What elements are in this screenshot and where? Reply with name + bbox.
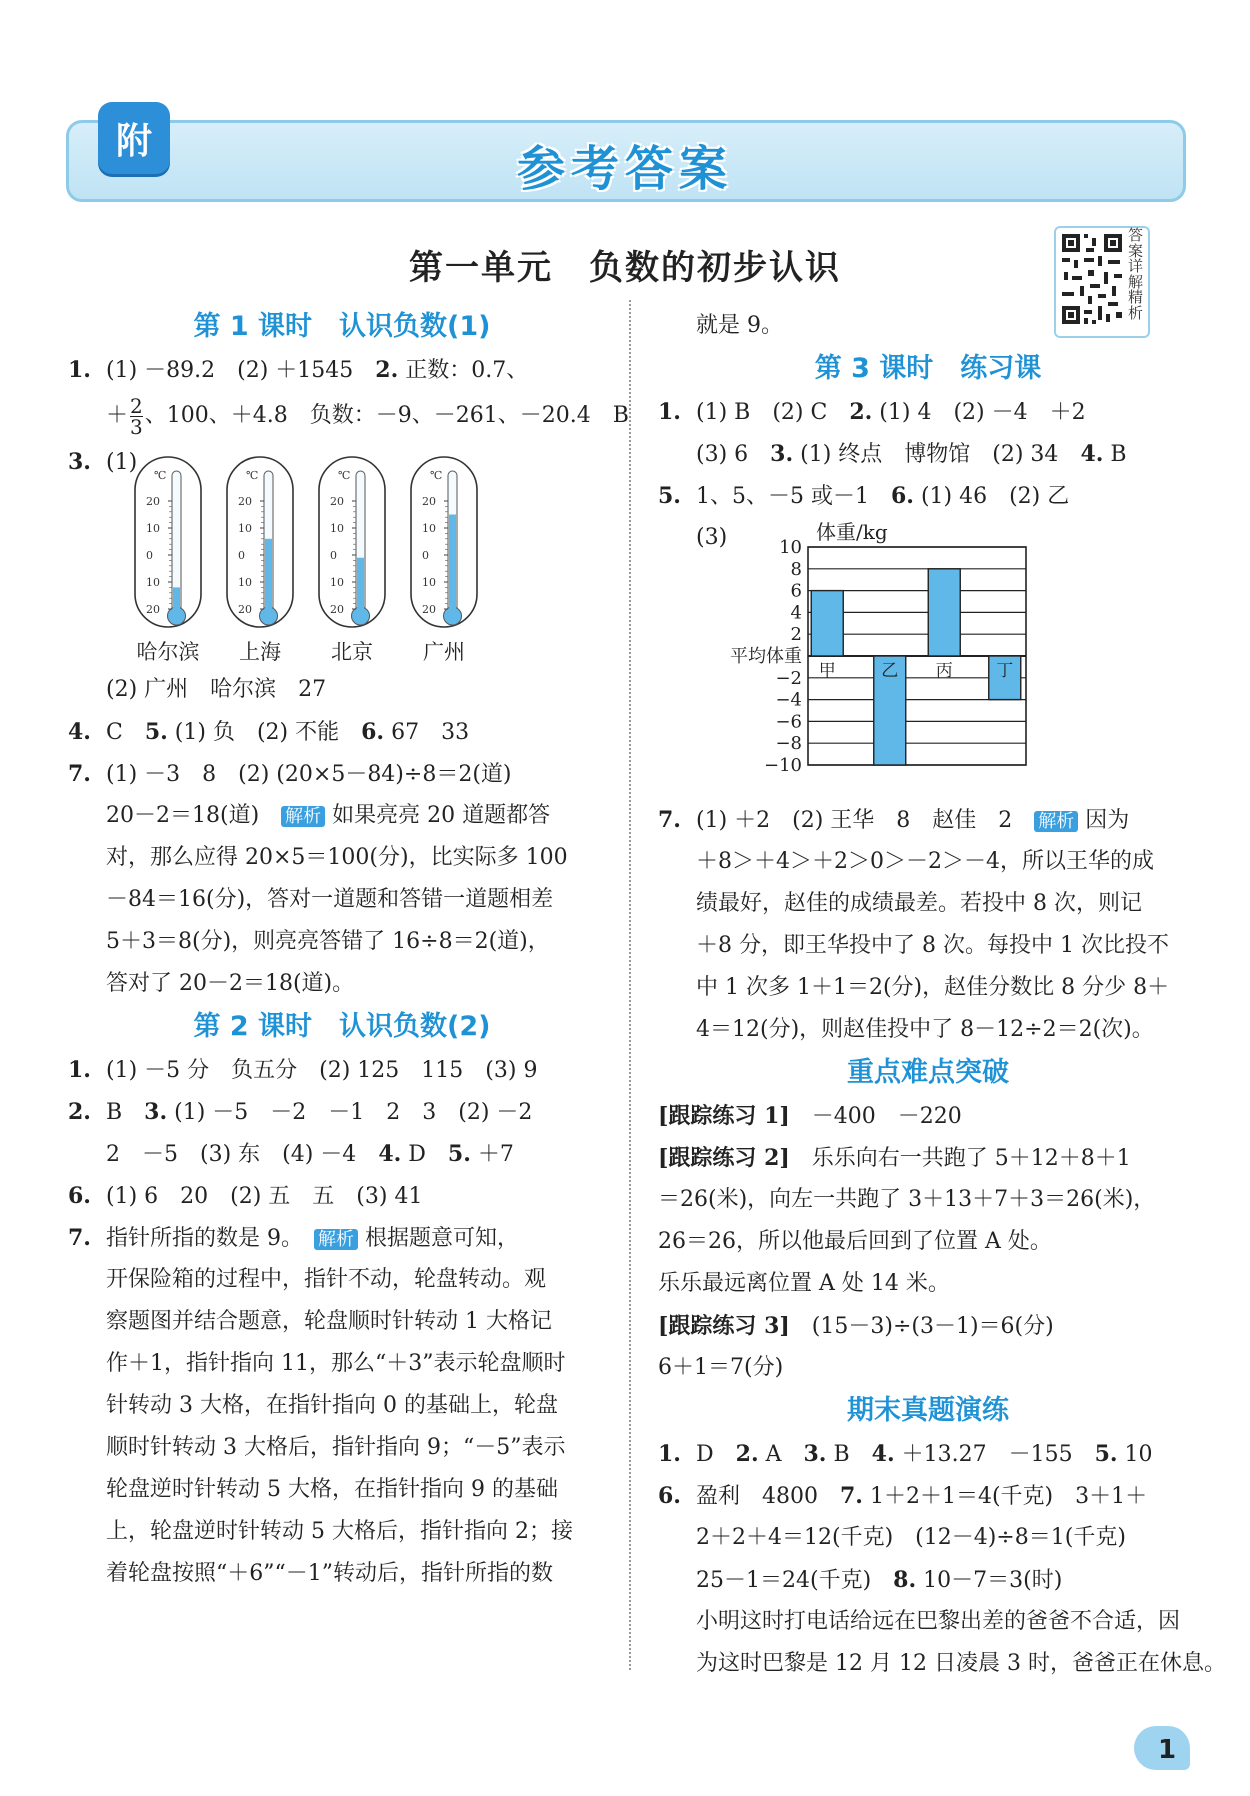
chart-category-label: 丁 [996,661,1014,681]
answer-line: 顺时针转动 3 大格后，指针指向 9；“－5”表示 [106,1435,566,1460]
temp-tick-label: 10 [238,576,252,589]
question-number: 3. [68,449,91,475]
temp-tick-label: 0 [238,549,245,562]
answer-line: ＋ $\frac{2}{3}$ 、100、＋4.8 负数：－9、－261、－20.4 B [106,393,629,439]
question-number: 1. [68,357,91,383]
chart-bar [928,569,960,656]
answer-line: 就是 9。 [696,313,783,338]
temp-tick-label: 0 [422,549,429,562]
answer-line: 2＋2＋4＝12(千克) (12－4)÷8＝1(千克) [696,1525,1126,1550]
temp-tick-label: 0 [146,549,153,562]
answer-line: (3) 6 3. (1) 终点 博物馆 (2) 34 4. B [696,441,1127,467]
appendix-tab: 附 [98,102,170,174]
answer-line: 察题图并结合题意，轮盘顺时针转动 1 大格记 [106,1309,552,1334]
temp-tick-label: 10 [330,522,344,535]
answer-line: ＋8 分，即王华投中了 8 次。每投中 1 次比投不 [696,933,1169,958]
answer-line: 2. B 3. (1) －5 －2 －1 2 3 (2) －2 [68,1091,616,1133]
answer-line: 6. (1) 6 20 (2) 五 五 (3) 41 [68,1175,616,1217]
answer-line: 1. (1) －5 分 负五分 (2) 125 115 (3) 9 [68,1049,616,1091]
chart-tick-label: 6 [790,580,802,602]
answer-line: [跟踪练习 2] 乐乐向右一共跑了 5＋12＋8＋1 [658,1145,1131,1171]
temp-unit-label: ℃ [338,469,351,482]
answer-line: 为这时巴黎是 12 月 12 日凌晨 3 时，爸爸正在休息。 [696,1651,1226,1676]
answer-line: 6. 盈利 4800 7. 1＋2＋1＝4(千克) 3＋1＋ [658,1475,1198,1517]
answer-line: ＋8＞＋4＞＋2＞0＞－2＞－4，所以王华的成 [696,849,1154,874]
temp-tick-label: 20 [422,603,436,616]
chart-tick-label: 8 [790,558,802,580]
lesson-heading-3: 第 3 课时 练习课 [814,353,1042,384]
temp-tick-label: 10 [422,522,436,535]
temp-tick-label: 20 [238,603,252,616]
chart-tick-label: −6 [775,711,802,733]
temp-tick-label: 20 [146,603,160,616]
weight-bar-chart [730,517,1138,799]
answer-line: 对，那么应得 20×5＝100(分)，比实际多 100 [106,845,568,870]
thermometers-figure [68,441,616,669]
thermometer-mercury [449,515,456,618]
analysis-tag: 解析 [281,806,325,827]
temp-tick-label: 20 [238,495,252,508]
temp-tick-label: 10 [330,576,344,589]
chart-tick-label: −4 [775,689,802,711]
temp-tick-label: 10 [238,522,252,535]
lesson-heading-1: 第 1 课时 认识负数(1) [193,311,491,342]
temp-tick-label: 20 [330,495,344,508]
question-number: 7. [68,761,91,787]
thermometer-mercury [357,558,364,617]
temp-tick-label: 20 [146,495,160,508]
answer-line: 5. 1、5、－5 或－1 6. (1) 46 (2) 乙 [658,475,1198,517]
temp-tick-label: 20 [330,603,344,616]
answer-line: 6＋1＝7(分) [658,1355,784,1380]
chart-tick-label: −2 [775,667,802,689]
question-number: 7. [68,1225,91,1251]
page-number: 1 [1158,1735,1177,1765]
analysis-tag: 解析 [1034,811,1078,832]
answer-line: 小明这时打电话给远在巴黎出差的爸爸不合适，因 [696,1609,1181,1634]
temp-tick-label: 10 [146,576,160,589]
answer-line: 答对了 20－2＝18(道)。 [106,971,355,996]
unit-title: 第一单元 负数的初步认识 [409,248,841,288]
chart-bar [811,591,843,656]
question-number: 4. [68,719,91,745]
temp-unit-label: ℃ [246,469,259,482]
chart-tick-label: 2 [790,624,802,646]
answer-line: 5＋3＝8(分)，则亮亮答错了 16÷8＝2(道)， [106,929,550,954]
answer-line: ＝26(米)，向左一共跑了 3＋13＋7＋3＝26(米)， [658,1187,1156,1212]
left-column [68,305,629,1595]
thermometer-body [135,457,201,627]
chart-tick-label: 10 [779,537,802,558]
analysis-tag: 解析 [314,1229,358,1250]
answer-line: 针转动 3 大格，在指针指向 0 的基础上，轮盘 [106,1393,558,1418]
answer-line: 1. (1) B (2) C 2. (1) 4 (2) －4 ＋2 [658,391,1198,433]
section-heading-final-exam: 期末真题演练 [847,1395,1009,1426]
chart-category-label: 乙 [881,661,899,681]
temp-unit-label: ℃ [430,469,443,482]
question-number: 6. [68,1183,91,1209]
temp-tick-label: 0 [330,549,337,562]
question-number: 5. [658,483,681,509]
temp-tick-label: 10 [422,576,436,589]
thermometer-body [319,457,385,627]
temp-tick-label: 10 [146,522,160,535]
answer-line: 2 －5 (3) 东 (4) －4 4. D 5. ＋7 [106,1141,514,1167]
practice-tag: [跟踪练习 2] [658,1145,790,1171]
thermometer-body [411,457,477,627]
answer-line: 绩最好，赵佳的成绩最差。若投中 8 次，则记 [696,891,1142,916]
question-number: 2. [68,1099,91,1125]
question-number: 7. [658,807,681,833]
right-column [658,305,1226,1685]
chart-tick-label: −8 [775,733,802,755]
thermometer-mercury [173,587,180,617]
qr-label: 答案详解精析 [1128,226,1144,322]
question-number: 1. [658,1441,681,1467]
practice-tag: [跟踪练习 3] [658,1313,790,1339]
answer-line: (2) 广州 哈尔滨 27 [106,677,327,702]
thermometer-body [227,457,293,627]
question-number: 6. [658,1483,681,1509]
chart-block: (3) 体重/kg 10 8 6 4 2 −2 −4 −6 −8 −10 平均体重 甲 乙 丙 丁 [658,517,1198,799]
column-divider [629,300,631,1670]
chart-baseline-label: 平均体重 [730,646,802,667]
answer-line: 4. C 5. (1) 负 (2) 不能 6. 67 33 [68,711,616,753]
thermometer-mercury [265,539,272,617]
answer-line: 20－2＝18(道) 解析 如果亮亮 20 道题都答 [106,803,551,828]
answer-line: 7. (1) －3 8 (2) (20×5－84)÷8＝2(道) [68,753,616,795]
question-number: 2. [375,357,399,383]
thermometer-city: 上海 [239,640,281,664]
thermometer-city: 广州 [423,640,465,664]
page-title: 参考答案 [516,141,733,197]
answer-line: 中 1 次多 1＋1＝2(分)，赵佳分数比 8 分少 8＋ [696,975,1170,1000]
chart-tick-label: 4 [790,602,802,624]
lesson-heading-2: 第 2 课时 认识负数(2) [193,1011,491,1042]
answer-line: 乐乐最远离位置 A 处 14 米。 [658,1271,950,1296]
answer-line: 4＝12(分)，则赵佳投中了 8－12÷2＝2(次)。 [696,1017,1154,1042]
answer-line: [跟踪练习 3] (15－3)÷(3－1)＝6(分) [658,1313,1054,1339]
answer-line: 轮盘逆时针转动 5 大格，在指针指向 9 的基础 [106,1477,558,1502]
answer-line: 7. 指针所指的数是 9。 解析 根据题意可知， [68,1217,616,1259]
question-number: 1. [68,1057,91,1083]
temp-unit-label: ℃ [154,469,167,482]
answer-line: 7. (1) ＋2 (2) 王华 8 赵佳 2 解析 因为 [658,799,1198,841]
answer-line: 着轮盘按照“＋6”“－1”转动后，指针所指的数 [106,1561,553,1586]
answer-line: 开保险箱的过程中，指针不动，轮盘转动。观 [106,1267,547,1292]
chart-y-axis-label: 体重/kg [816,520,888,544]
answer-line: －84＝16(分)，答对一道题和答错一道题相差 [106,887,554,912]
answer-line: [跟踪练习 1] －400 －220 [658,1103,962,1129]
answer-line: 25－1＝24(千克) 8. 10－7＝3(时) [696,1567,1063,1593]
answer-line: 上，轮盘逆时针转动 5 大格后，指针指向 2；接 [106,1519,573,1544]
chart-category-label: 甲 [818,661,836,681]
practice-tag: [跟踪练习 1] [658,1103,790,1129]
answer-line: 1. (1) －89.2 (2) ＋1545 2. 正数：0.7、 [68,349,616,391]
thermometer-city: 哈尔滨 [136,640,200,664]
chart-tick-label: −10 [764,755,802,776]
temp-tick-label: 20 [422,495,436,508]
section-heading-key-points: 重点难点突破 [847,1057,1009,1088]
answer-line: 26＝26，所以他最后回到了位置 A 处。 [658,1229,1052,1254]
question-number: 1. [658,399,681,425]
thermometer-city: 北京 [331,640,373,664]
fraction: $\frac{2}{3}$ [130,393,143,439]
answer-line: 1. D 2. A 3. B 4. ＋13.27 －155 5. 10 [658,1433,1198,1475]
thermometer-row: 3. (1) ℃ 20 10 0 10 20 哈尔滨 ℃ 20 10 0 10 20 上海 ℃ 20 10 0 10 20 北京 ℃ 20 10 0 10 20 广州 [68,441,616,669]
chart-category-label: 丙 [935,661,953,681]
answer-line: 作＋1，指针指向 11，那么“＋3”表示轮盘顺时 [106,1351,566,1376]
